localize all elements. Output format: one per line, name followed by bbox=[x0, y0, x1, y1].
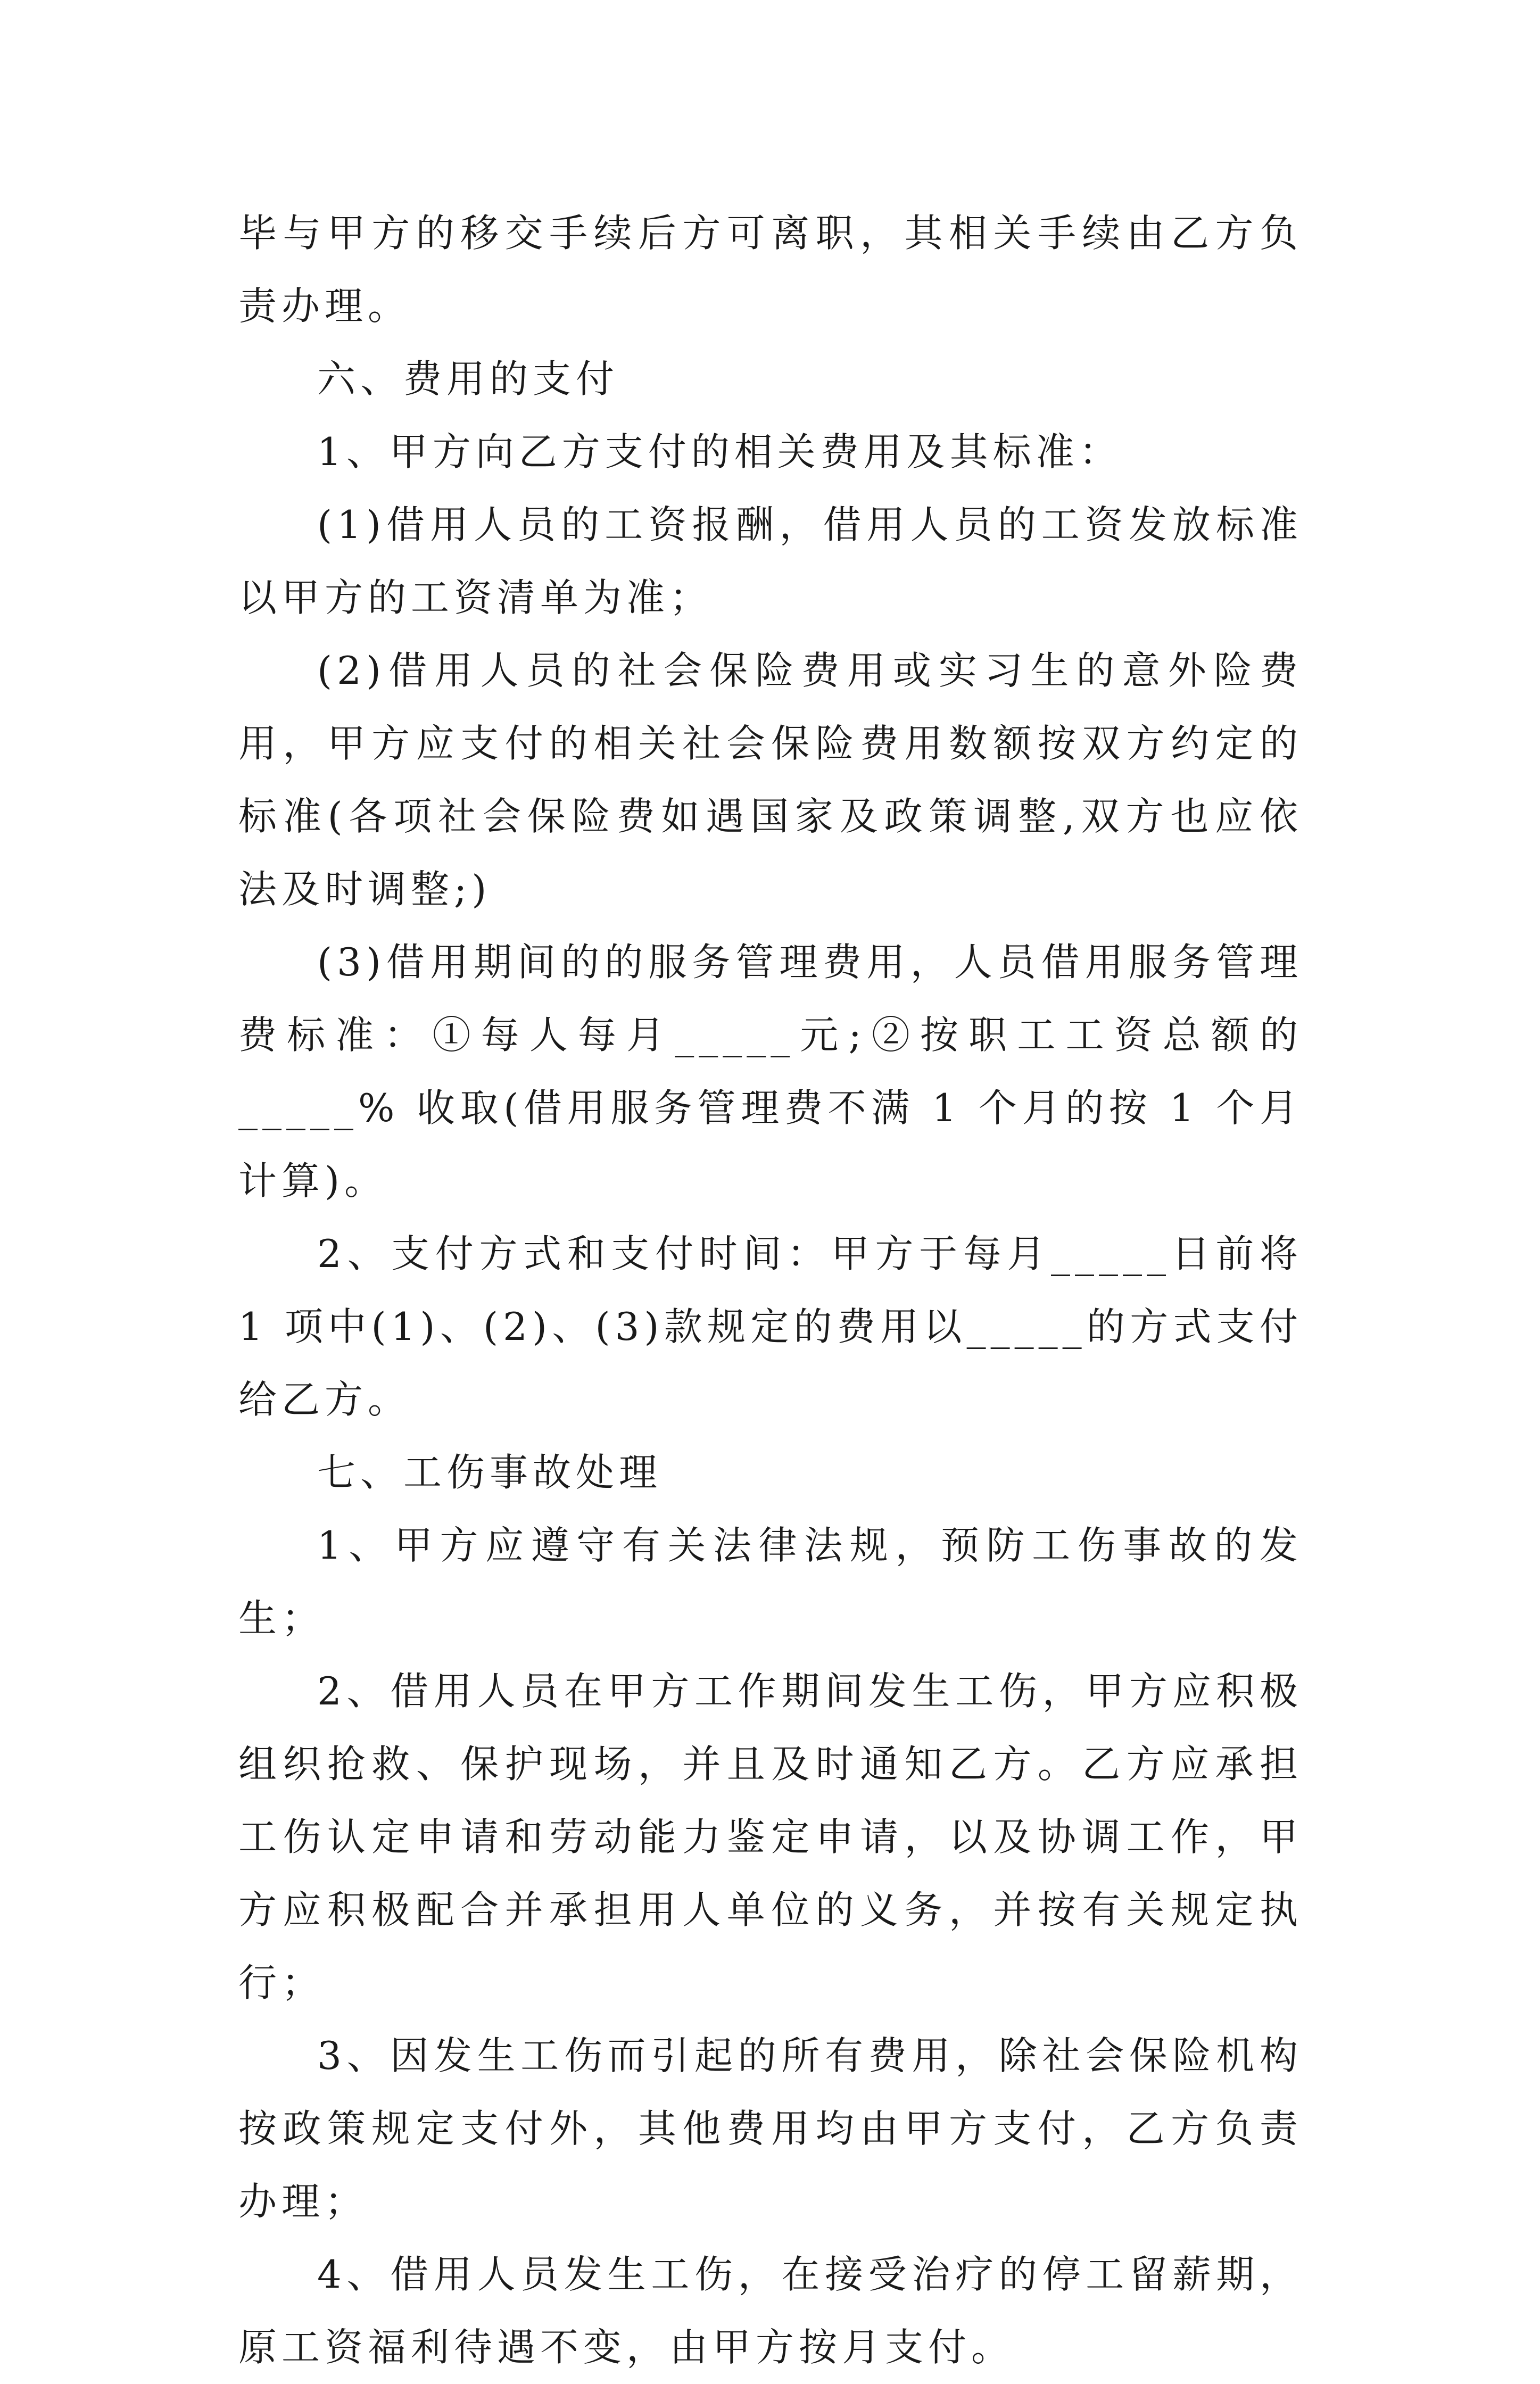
paragraph-injury-costs: 3、因发生工伤而引起的所有费用，除社会保险机构按政策规定支付外，其他费用均由甲方支付，乙方负责办理； bbox=[238, 2033, 1303, 2224]
paragraph-continuation: 毕与甲方的移交手续后方可离职，其相关手续由乙方负责办理。 bbox=[238, 211, 1303, 328]
paragraph-service-fee: (3)借用期间的的服务管理费用，人员借用服务管理费标准：①每人每月_____元;②按职工工资总额的_____% 收取(借用服务管理费不满 1 个月的按 1 个月计算)。 bbox=[238, 940, 1303, 1203]
paragraph-social-insurance: (2)借用人员的社会保险费用或实习生的意外险费用，甲方应支付的相关社会保险费用数额按双方约定的标准(各项社会保险费如遇国家及政策调整,双方也应依法及时调整;) bbox=[238, 648, 1303, 912]
section-heading-work-injury: 七、工伤事故处理 bbox=[317, 1450, 663, 1495]
section-heading-fee-payment: 六、费用的支付 bbox=[317, 357, 619, 401]
paragraph-injury-response: 2、借用人员在甲方工作期间发生工伤，甲方应积极组织抢救、保护现场，并且及时通知乙方。乙方应承担工伤认定申请和劳动能力鉴定申请，以及协调工作，甲方应积极配合并承担用人单位的义务，并按有关规定执行； bbox=[238, 1669, 1303, 2005]
paragraph-fee-standards: 1、甲方向乙方支付的相关费用及其标准： bbox=[317, 429, 1122, 474]
document-body bbox=[238, 197, 1303, 2384]
paragraph-salary: (1)借用人员的工资报酬，借用人员的工资发放标准以甲方的工资清单为准； bbox=[238, 502, 1303, 620]
paragraph-injury-prevention: 1、甲方应遵守有关法律法规，预防工伤事故的发生； bbox=[238, 1523, 1303, 1641]
paragraph-injury-pay: 4、借用人员发生工伤，在接受治疗的停工留薪期，原工资福利待遇不变，由甲方按月支付。 bbox=[238, 2252, 1303, 2370]
paragraph-payment-method: 2、支付方式和支付时间：甲方于每月_____日前将 1 项中(1)、(2)、(3)款规定的费用以_____的方式支付给乙方。 bbox=[238, 1231, 1303, 1422]
